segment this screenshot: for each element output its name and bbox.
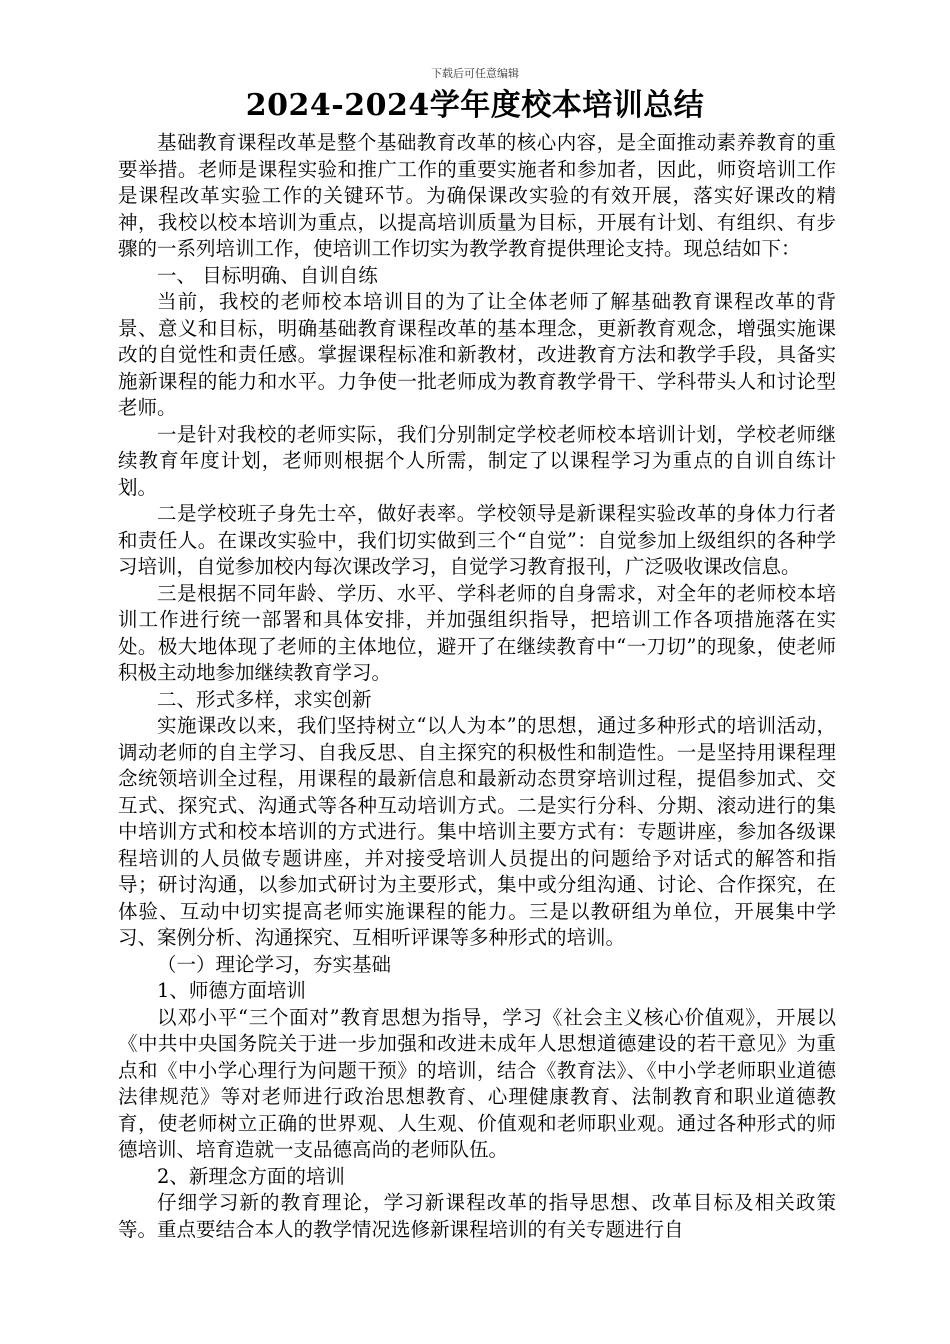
- paragraph-ethics-training: 以邓小平“三个面对”教育思想为指导，学习《社会主义核心价值观》，开展以《中共中央国务院关于进一步加强和改进未成年人思想道德建设的若干意见》为重点和《中小学心理行为问题干预》的培训，结合《教育法》、《中小学老师职业道德法律规范》等对老师进行政治思想教育、心理健康教育、法制教育和职业道德教育，使老师树立正确的世界观、人生观、价值观和老师职业观。通过各种形式的师德培训、培育造就一支品德高尚的老师队伍。: [118, 1005, 836, 1161]
- document-title: 2024-2024学年度校本培训总结: [245, 88, 705, 123]
- paragraph-goals: 当前，我校的老师校本培训目的为了让全体老师了解基础教育课程改革的背景、意义和目标，明确基础教育课程改革的基本理念，更新教育观念，增强实施课改的自觉性和责任感。掌握课程标准和新教材，改进教育方法和教学手段，具备实施新课程的能力和水平。力争使一批老师成为教育教学骨干、学科带头人和讨论型老师。: [118, 290, 836, 419]
- paragraph-new-concepts: 仔细学习新的教育理论，学习新课程改革的指导思想、改革目标及相关政策等。重点要结合本人的教学情况选修新课程培训的有关专题进行自: [118, 1191, 836, 1241]
- subsection-heading-1: （一）理论学习，夯实基础: [157, 952, 392, 976]
- section-heading-1: 一、 目标明确、自训自练: [157, 263, 378, 287]
- document-body: [118, 130, 836, 1243]
- section-heading-2: 二、形式多样，求实创新: [157, 687, 372, 711]
- paragraph-methods: 实施课改以来，我们坚持树立“以人为本”的思想，通过多种形式的培训活动，调动老师的自主学习、自我反思、自主探究的积极性和制造性。一是坚持用课程理念统领培训全过程，用课程的最新信息和最新动态贯穿培训过程，提倡参加式、交互式、探究式、沟通式等各种互动培训方式。二是实行分科、分期、滚动进行的集中培训方式和校本培训的方式进行。集中培训主要方式有：专题讲座，参加各级课程培训的人员做专题讲座，并对接受培训人员提出的问题给予对话式的解答和指导；研讨沟通，以参加式研讨为主要形式，集中或分组沟通、讨论、合作探究，在体验、互动中切实提高老师实施课程的能力。三是以教研组为单位，开展集中学习、案例分析、沟通探究、互相听评课等多种形式的培训。: [118, 714, 836, 949]
- paragraph-point-1: 一是针对我校的老师实际，我们分别制定学校老师校本培训计划，学校老师继续教育年度计划，老师则根据个人所需，制定了以课程学习为重点的自训自练计划。: [118, 422, 836, 499]
- header-note: 下载后可任意编辑: [431, 67, 519, 80]
- paragraph-point-2: 二是学校班子身先士卒，做好表率。学校领导是新课程实验改革的身体力行者和责任人。在课改实验中，我们切实做到三个“自觉”：自觉参加上级组织的各种学习培训，自觉参加校内每次课改学习，自觉学习教育报刊，广泛吸收课改信息。: [118, 502, 836, 578]
- item-heading-1: 1、师德方面培训: [157, 979, 306, 1002]
- paragraph-point-3: 三是根据不同年龄、学历、水平、学科老师的自身需求，对全年的老师校本培训工作进行统一部署和具体安排，并加强组织指导，把培训工作各项措施落在实处。极大地体现了老师的主体地位，避开了在继续教育中“一刀切”的现象，使老师积极主动地参加继续教育学习。: [118, 581, 836, 684]
- item-heading-2: 2、新理念方面的培训: [157, 1164, 345, 1188]
- intro-paragraph: 基础教育课程改革是整个基础教育改革的核心内容，是全面推动素养教育的重要举措。老师是课程实验和推广工作的重要实施者和参加者，因此，师资培训工作是课程改革实验工作的关键环节。为确保课改实验的有效开展，落实好课改的精神，我校以校本培训为重点，以提高培训质量为目标，开展有计划、有组织、有步骤的一系列培训工作，使培训工作切实为教学教育提供理论支持。现总结如下：: [118, 131, 836, 260]
